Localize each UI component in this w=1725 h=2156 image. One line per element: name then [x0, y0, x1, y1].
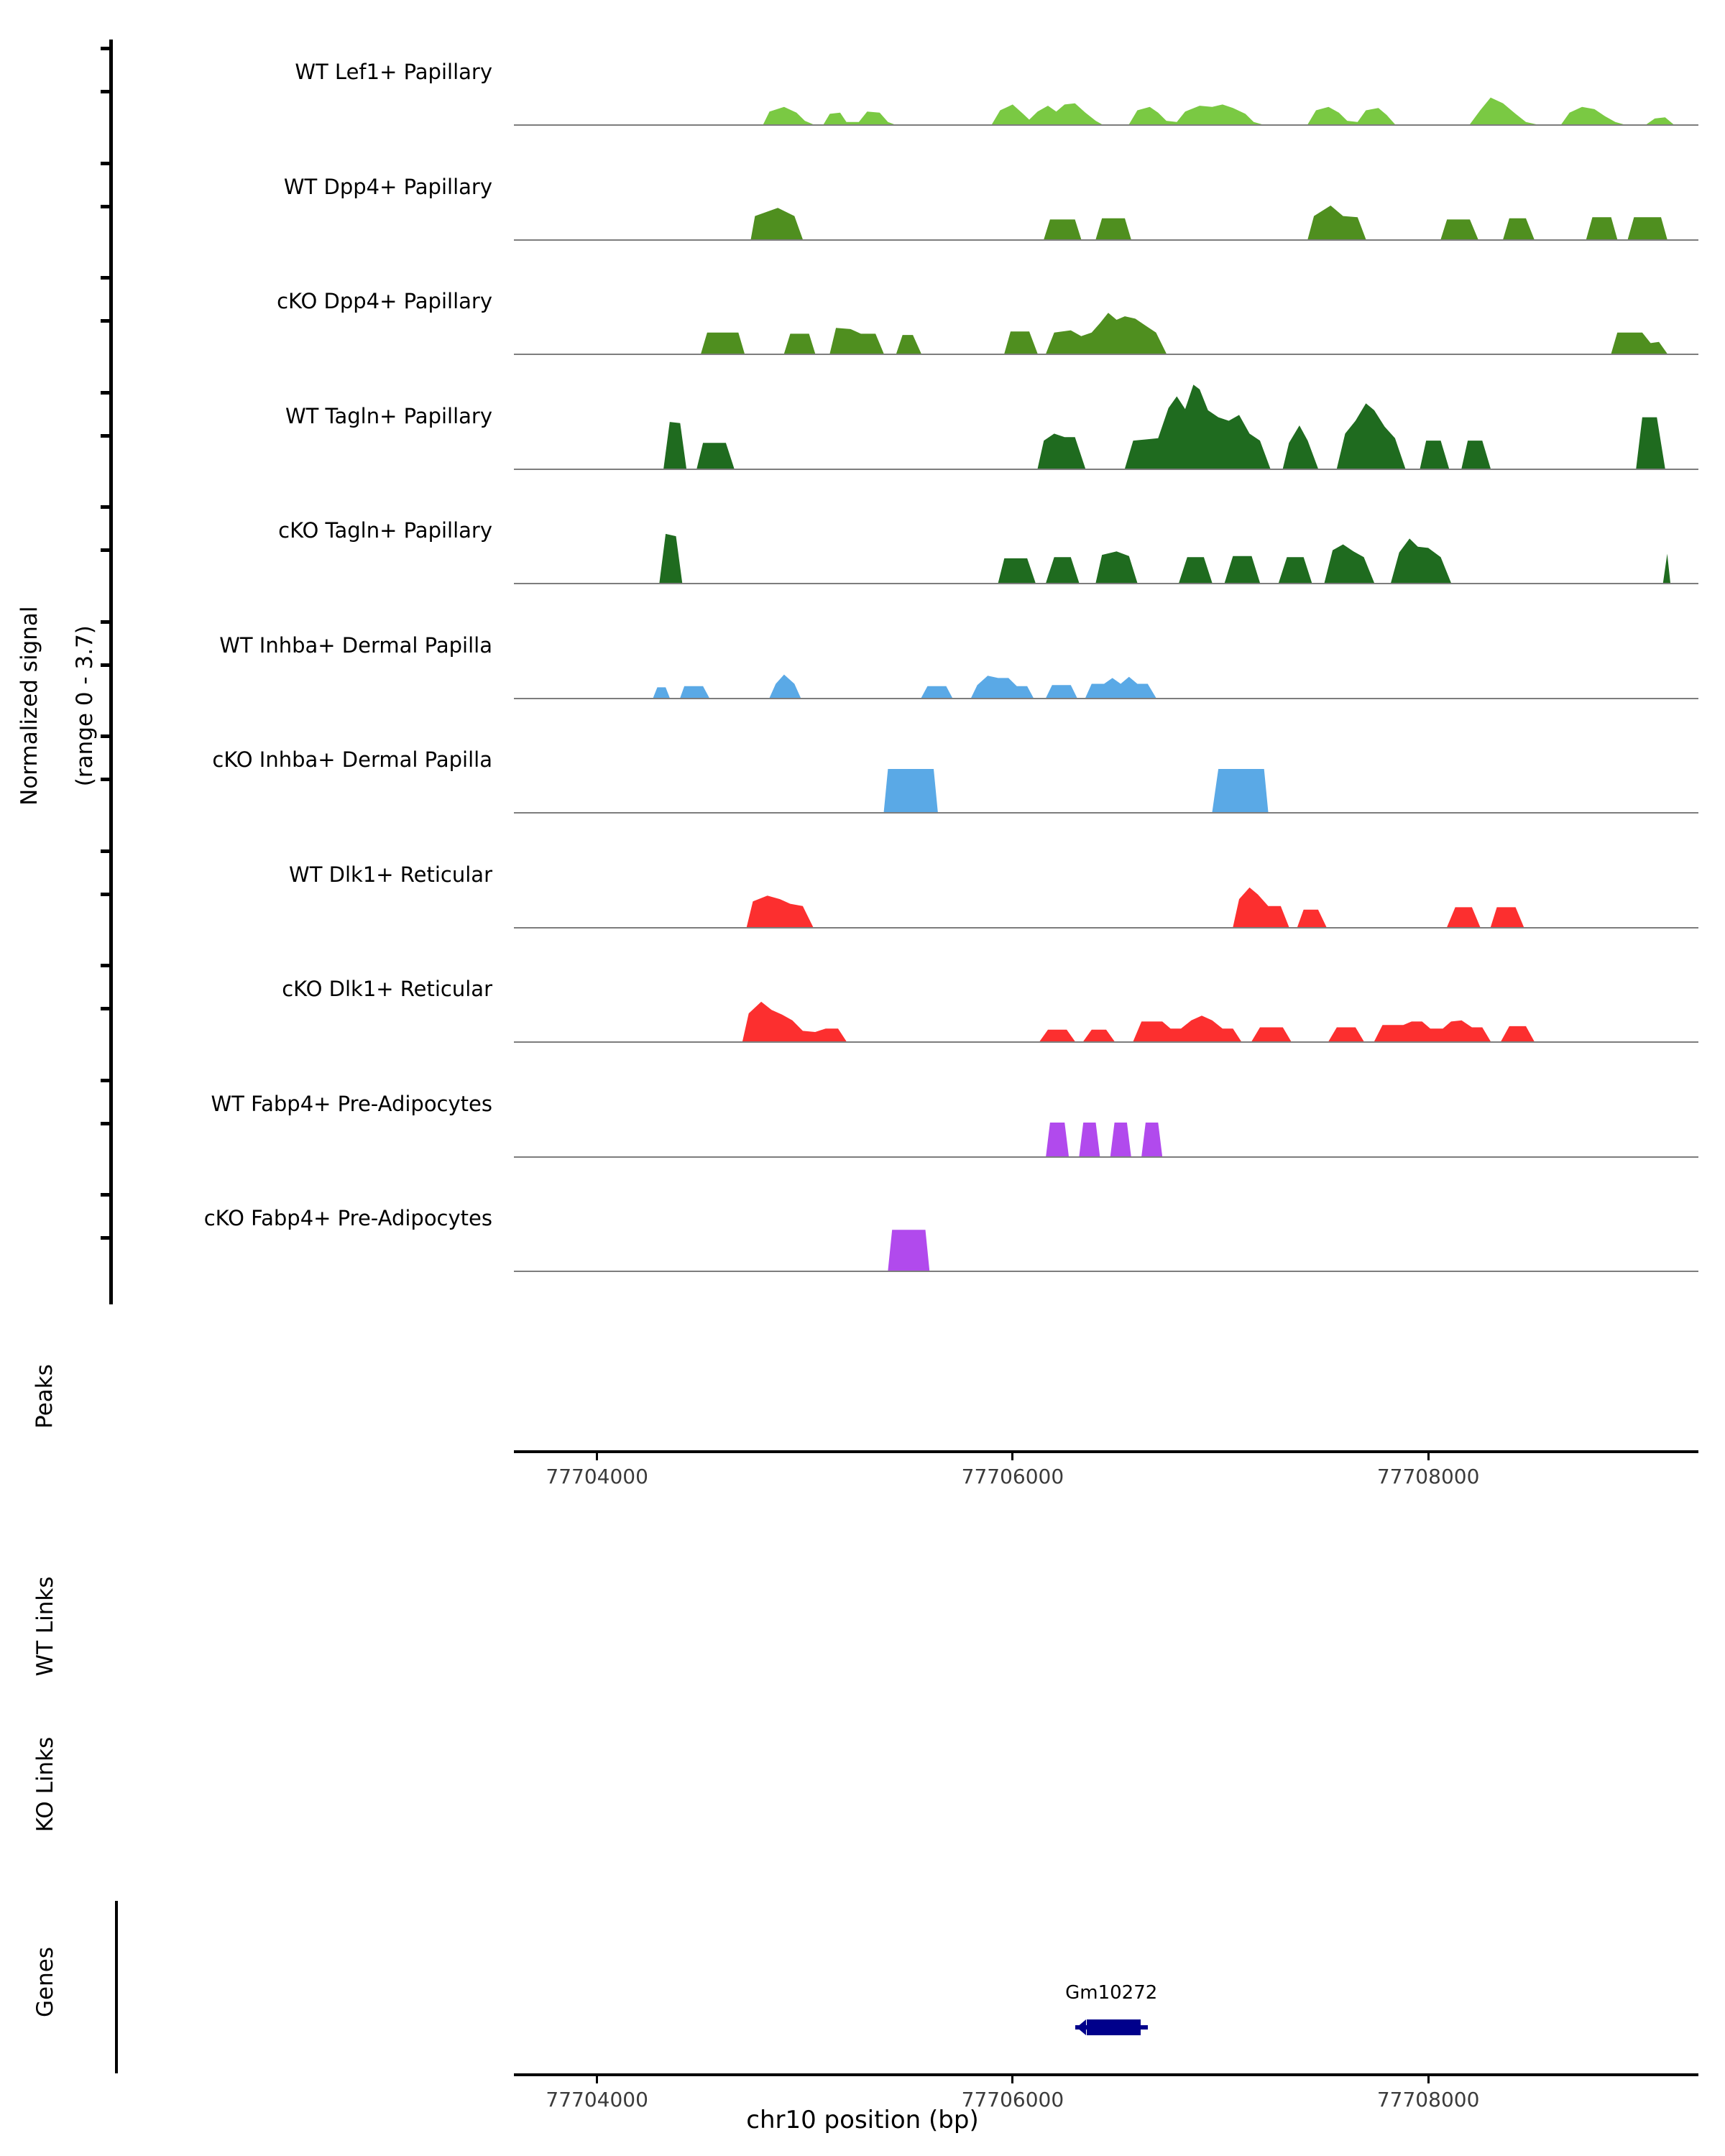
- track-signal-3: [0, 382, 1725, 473]
- genes-panel-spine: [115, 1901, 118, 2073]
- section-label-ko-links: KO Links: [32, 1736, 58, 1833]
- track-label-2: cKO Dpp4+ Papillary: [277, 289, 492, 313]
- track-label-9: WT Fabp4+ Pre-Adipocytes: [211, 1091, 492, 1116]
- genome-tick-0: [596, 2073, 598, 2083]
- genome-tick-label-1: 77706000: [961, 1465, 1064, 1488]
- track-label-1: WT Dpp4+ Papillary: [283, 174, 492, 199]
- y-axis-label-line1: Normalized signal: [16, 606, 42, 806]
- x-axis-title: chr10 position (bp): [746, 2106, 979, 2134]
- track-signal-7: [0, 841, 1725, 931]
- track-signal-9: [0, 1070, 1725, 1161]
- genome-tick-label-0: 77704000: [546, 1465, 648, 1488]
- track-label-6: cKO Inhba+ Dermal Papilla: [212, 747, 492, 772]
- track-signal-1: [0, 153, 1725, 244]
- track-signal-4: [0, 497, 1725, 587]
- genome-tick-2: [1427, 1450, 1430, 1460]
- track-label-4: cKO Tagln+ Papillary: [278, 518, 492, 543]
- genome-tick-label-2: 77708000: [1376, 2088, 1480, 2111]
- genome-axis-top: [514, 1450, 1698, 1453]
- section-label-peaks: Peaks: [32, 1364, 58, 1429]
- genome-tick-label-2: 77708000: [1376, 1465, 1480, 1488]
- track-signal-2: [0, 267, 1725, 358]
- track-label-0: WT Lef1+ Papillary: [295, 60, 492, 84]
- genome-tick-2: [1427, 2073, 1430, 2083]
- track-label-7: WT Dlk1+ Reticular: [289, 862, 492, 887]
- track-signal-10: [0, 1184, 1725, 1275]
- track-label-8: cKO Dlk1+ Reticular: [282, 977, 492, 1001]
- track-label-3: WT Tagln+ Papillary: [285, 403, 492, 428]
- gene-exon-block[interactable]: [1087, 2019, 1141, 2035]
- y-axis-label-line2: (range 0 - 3.7): [72, 625, 98, 787]
- genome-tick-label-1: 77706000: [961, 2088, 1064, 2111]
- track-label-5: WT Inhba+ Dermal Papilla: [219, 632, 492, 658]
- genome-tick-1: [1011, 2073, 1013, 2083]
- section-label-genes: Genes: [32, 1947, 58, 2017]
- track-label-10: cKO Fabp4+ Pre-Adipocytes: [203, 1206, 492, 1230]
- gene-strand-arrow-icon: [1077, 2019, 1086, 2035]
- section-label-wt-links: WT Links: [32, 1576, 58, 1677]
- genome-tick-0: [596, 1450, 598, 1460]
- track-signal-6: [0, 726, 1725, 816]
- track-signal-5: [0, 612, 1725, 702]
- gene-label: Gm10272: [1065, 1982, 1158, 2004]
- genome-axis-bottom: [514, 2073, 1698, 2076]
- track-signal-8: [0, 955, 1725, 1046]
- track-signal-0: [0, 38, 1725, 129]
- genome-tick-1: [1011, 1450, 1013, 1460]
- genome-tick-label-0: 77704000: [546, 2088, 648, 2111]
